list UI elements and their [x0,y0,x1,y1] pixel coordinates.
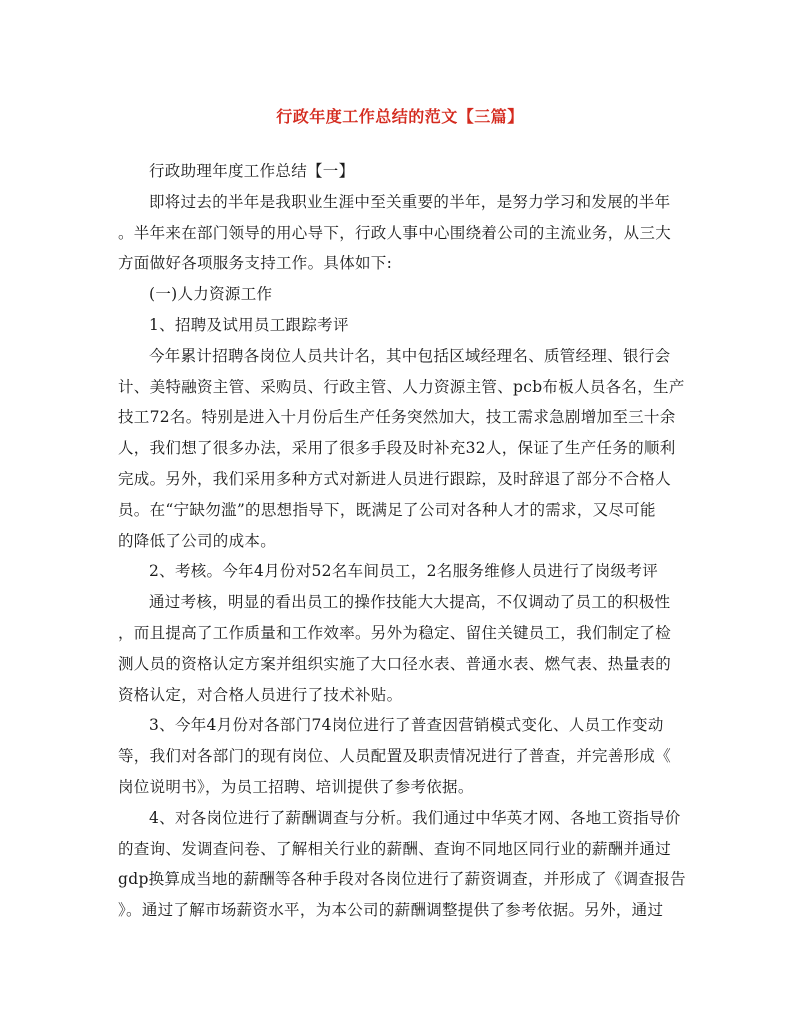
body-line: 今年累计招聘各岗位人员共计名，其中包括区域经理名、质管经理、银行会 [149,346,671,365]
body-line: 测人员的资格认定方案并组织实施了大口径水表、普通水表、燃气表、热量表的 [118,654,672,673]
body-line: 》。通过了解市场薪资水平，为本公司的薪酬调整提供了参考依据。另外，通过 [118,901,664,920]
body-line: 1、招聘及试用员工跟踪考评 [149,315,349,334]
document-title: 行政年度工作总结的范文【三篇】 [276,107,524,126]
document-body [118,156,686,926]
body-line: 通过考核，明显的看出员工的操作技能大大提高，不仅调动了员工的积极性 [149,593,671,612]
body-line: 人，我们想了很多办法，采用了很多手段及时补充32人，保证了生产任务的顺利 [118,439,676,458]
body-line: ，而且提高了工作质量和工作效率。另外为稳定、留住关键员工，我们制定了检 [118,623,672,642]
body-line: 即将过去的半年是我职业生涯中至关重要的半年，是努力学习和发展的半年 [149,192,671,211]
body-line: 的查询、发调查问卷、了解相关行业的薪酬、查询不同地区同行业的薪酬并通过 [118,839,672,858]
body-line: 4、对各岗位进行了薪酬调查与分析。我们通过中华英才网、各地工资指导价 [149,808,681,827]
body-line: 行政助理年度工作总结【一】 [149,162,355,180]
body-line: 方面做好各项服务支持工作。具体如下: [118,254,393,273]
body-line: 岗位说明书》，为员工招聘、培训提供了参考依据。 [118,777,474,796]
body-line: 资格认定，对合格人员进行了技术补贴。 [118,685,403,704]
body-line: (一)人力资源工作 [149,285,273,304]
body-line: 完成。另外，我们采用多种方式对新进人员进行跟踪，及时辞退了部分不合格人 [118,469,672,488]
body-line: 技工72名。特别是进入十月份后生产任务突然加大，技工需求急剧增加至三十余 [118,408,676,427]
body-line: 2、考核。今年4月份对52名车间员工，2名服务维修人员进行了岗级考评 [149,562,659,581]
body-line: 等，我们对各部门的现有岗位、人员配置及职责情况进行了普查，并完善形成《 [118,747,672,766]
body-line: 计、美特融资主管、采购员、行政主管、人力资源主管、pcb布板人员各名，生产 [118,377,685,396]
body-line: 3、今年4月份对各部门74岗位进行了普查因营销模式变化、人员工作变动 [149,716,664,735]
body-line: 。半年来在部门领导的用心导下，行政人事中心围绕着公司的主流业务，从三大 [118,223,672,242]
body-line: 员。在“宁缺勿滥”的思想指导下，既满足了公司对各种人才的需求，又尽可能 [118,500,656,519]
body-line: gdp换算成当地的薪酬等各种手段对各岗位进行了薪资调查，并形成了《调查报告 [118,870,686,889]
body-line: 的降低了公司的成本。 [118,531,277,550]
